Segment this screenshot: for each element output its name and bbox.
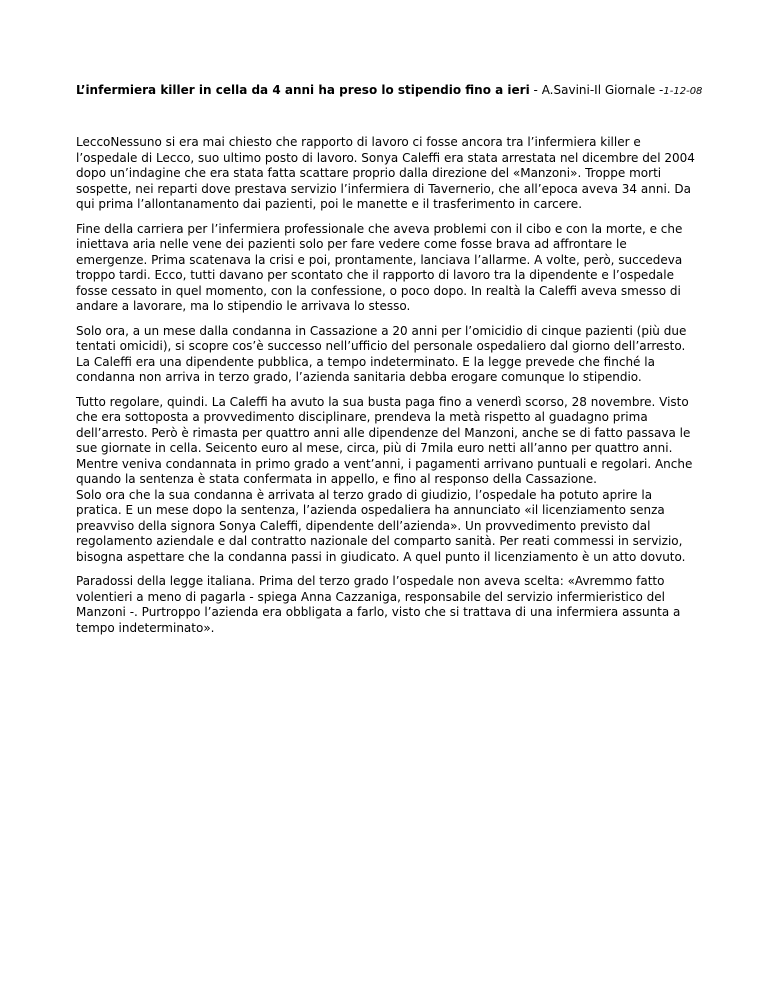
paragraph-1: LeccoNessuno si era mai chiesto che rapporto di lavoro ci fosse ancora tra l’infermiera killer e l’ospedale di Lecco, suo ultimo posto di lavoro. Sonya Caleffi era stata arrestata nel dicembre del 2004 dopo un’indagine che era stata fatta scattare proprio dalla direzione del «Manzoni». Troppe morti sospette, nei reparti dove prestava servizio l’infermiera di Tavernerio, che all’epoca aveva 34 anni. Da qui prima l’allontanamento dai pazienti, poi le manette e il trasferimento in carcere.	[76, 135, 695, 211]
article-byline: A.Savini-Il Giornale -	[541, 83, 664, 97]
paragraph-2: Fine della carriera per l’infermiera professionale che aveva problemi con il cibo e con la morte, e che iniettava aria nelle vene dei pazienti solo per fare vedere come fosse brava ad affrontare le emergenze. Prima scatenava la crisi e poi, prontamente, lanciava l’allarme. A volte, però, succedeva troppo tardi. Ecco, tutti davano per scontato che il rapporto di lavoro tra la dipendente e l’ospedale fosse cessato in quel momento, con la confessione, o poco dopo. In realtà la Caleffi aveva smesso di andare a lavorare, ma lo stipendio le arrivava lo stesso.	[76, 221, 683, 313]
headline	[76, 82, 703, 100]
paragraph-5-text: Solo ora che la sua condanna è arrivata al terzo grado di giudizio, l’ospedale ha potuto aprire la pratica. E un mese dopo la sentenza, l’azienda ospedaliera ha annunciato «il licenziamento senza preavviso della signora Sonya Caleffi, dipendente dell’azienda». Un provvedimento previsto dal regolamento aziendale e dal contratto nazionale del comparto sanità. Per reati commessi in servizio, bisogna aspettare che la condanna passi in giudicato. A quel punto il licenziamento è un atto dovuto.	[76, 487, 686, 564]
paragraph-4-text: Tutto regolare, quindi. La Caleffi ha avuto la sua busta paga fino a venerdì scorso, 28 novembre. Visto che era sottoposta a provvedimento disciplinare, prendeva la metà rispetto al guadagno prima dell’arresto. Però è rimasta per quattro anni alle dipendenze del Manzoni, anche se di fatto passava le sue giornate in cella. Seicento euro al mese, circa, più di 7mila euro netti all’anno per quattro anni. Mentre veniva condannata in primo grado a vent’anni, i pagamenti arrivano puntuali e regolari. Anche quando la sentenza è stata confermata in appello, e fino al responso della Cassazione.	[76, 394, 693, 486]
article-title: L’infermiera killer in cella da 4 anni ha preso lo stipendio fino a ieri	[76, 83, 530, 97]
paragraph-4	[76, 395, 696, 566]
paragraph-6: Paradossi della legge italiana. Prima del terzo grado l’ospedale non aveva scelta: «Avremmo fatto volentieri a meno di pagarla - spiega Anna Cazzaniga, responsabile del servizio infermieristico del Manzoni -. Purtroppo l’azienda era obbligata a farlo, visto che si trattava di una infermiera assunta a tempo indeterminato».	[76, 574, 681, 635]
article-date: 1-12-08	[663, 86, 703, 97]
byline-separator: -	[529, 83, 542, 97]
article-body	[76, 135, 696, 636]
paragraph-3: Solo ora, a un mese dalla condanna in Cassazione a 20 anni per l’omicidio di cinque pazienti (più due tentati omicidi), si scopre cos’è successo nell’ufficio del personale ospedaliero dal giorno dell’arresto. La Caleffi era una dipendente pubblica, a tempo indeterminato. E la legge prevede che finché la condanna non arriva in terzo grado, l’azienda sanitaria debba erogare comunque lo stipendio.	[76, 323, 687, 384]
document-page	[76, 82, 703, 645]
